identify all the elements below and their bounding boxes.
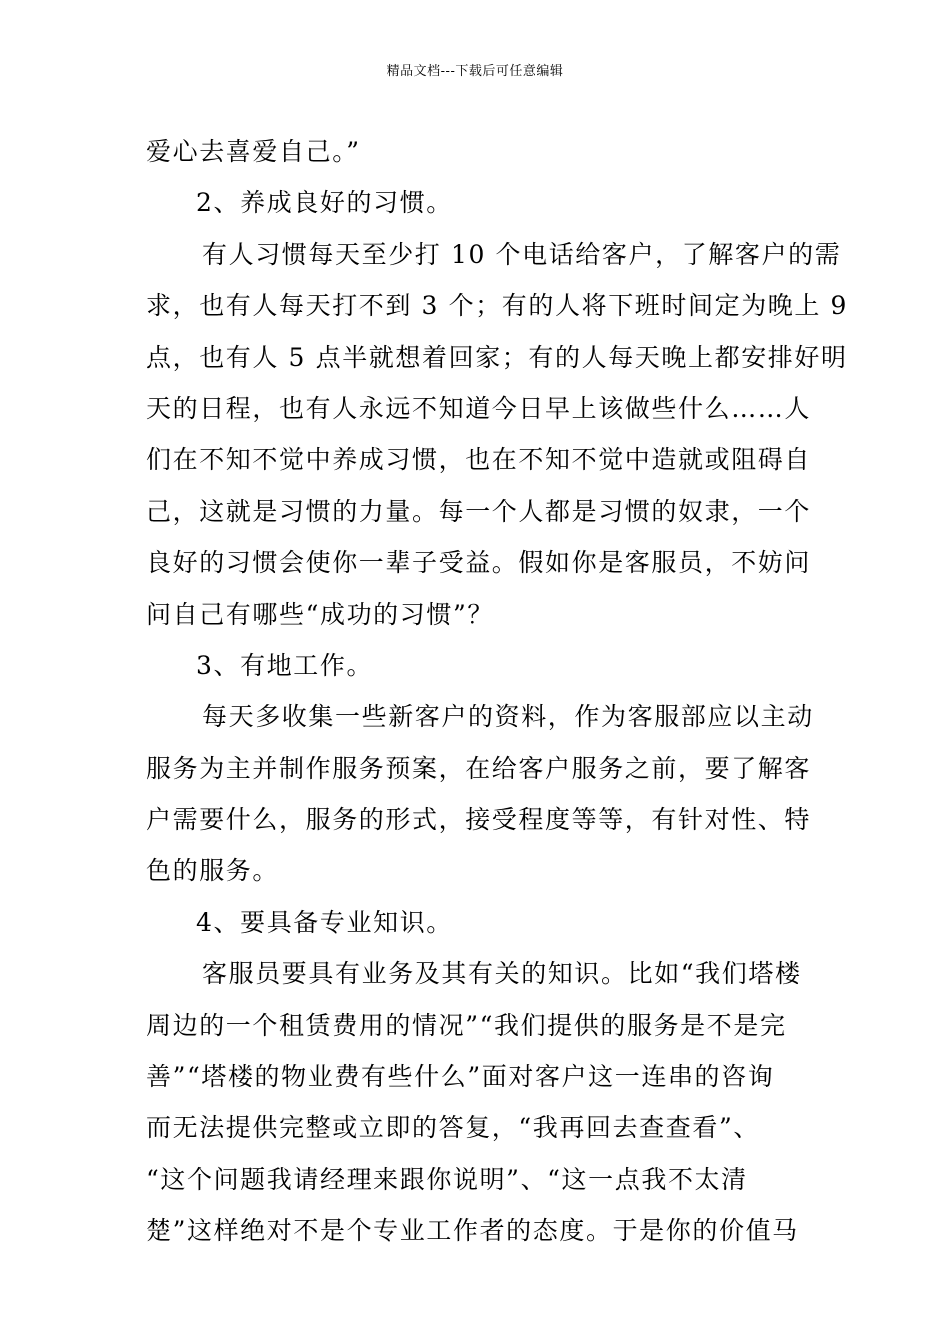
text-line: 服务为主并制作服务预案，在给客户服务之前，要了解客 bbox=[146, 753, 812, 783]
text-line: 点，也有人 5 点半就想着回家；有的人每天晚上都安排好明 bbox=[146, 342, 848, 372]
text-line: 楚”这样绝对不是个专业工作者的态度。于是你的价值马 bbox=[146, 1216, 799, 1246]
text-line: 周边的一个租赁费用的情况”“我们提供的服务是不是完 bbox=[146, 1010, 787, 1040]
text-line: 良好的习惯会使你一辈子受益。假如你是客服员，不妨问 bbox=[146, 548, 812, 578]
text-line: 色的服务。 bbox=[146, 856, 280, 886]
text-line: 天的日程，也有人永远不知道今日早上该做些什么……人 bbox=[146, 393, 812, 423]
text-line: 己，这就是习惯的力量。每一个人都是习惯的奴隶，一个 bbox=[146, 496, 812, 526]
text-line: 而无法提供完整或立即的答复，“我再回去查查看”、 bbox=[146, 1113, 760, 1143]
text-line: 问自己有哪些“成功的习惯”？ bbox=[146, 599, 494, 629]
text-line: 善”“塔楼的物业费有些什么”面对客户这一连串的咨询 bbox=[146, 1062, 775, 1092]
text-line: 求，也有人每天打不到 3 个；有的人将下班时间定为晚上 9 bbox=[146, 291, 849, 321]
text-line: “这个问题我请经理来跟你说明”、“这一点我不太清 bbox=[146, 1164, 748, 1194]
section-heading: 2、养成良好的习惯。 bbox=[196, 188, 453, 218]
text-line: 每天多收集一些新客户的资料，作为客服部应以主动 bbox=[202, 702, 814, 732]
page-header: 精品文档---下载后可任意编辑 bbox=[386, 64, 564, 79]
text-line: 有人习惯每天至少打 10 个电话给客户，了解客户的需 bbox=[202, 239, 842, 269]
text-line: 们在不知不觉中养成习惯，也在不知不觉中造就或阻碍自 bbox=[146, 445, 812, 475]
section-heading: 3、有地工作。 bbox=[196, 650, 374, 680]
text-line: 爱心去喜爱自己。” bbox=[146, 137, 361, 166]
section-heading: 4、要具备专业知识。 bbox=[196, 907, 453, 937]
document-body bbox=[146, 126, 849, 1257]
text-line: 户需要什么，服务的形式，接受程度等等，有针对性、特 bbox=[146, 805, 812, 835]
text-line: 客服员要具有业务及其有关的知识。比如“我们塔楼 bbox=[202, 959, 802, 989]
